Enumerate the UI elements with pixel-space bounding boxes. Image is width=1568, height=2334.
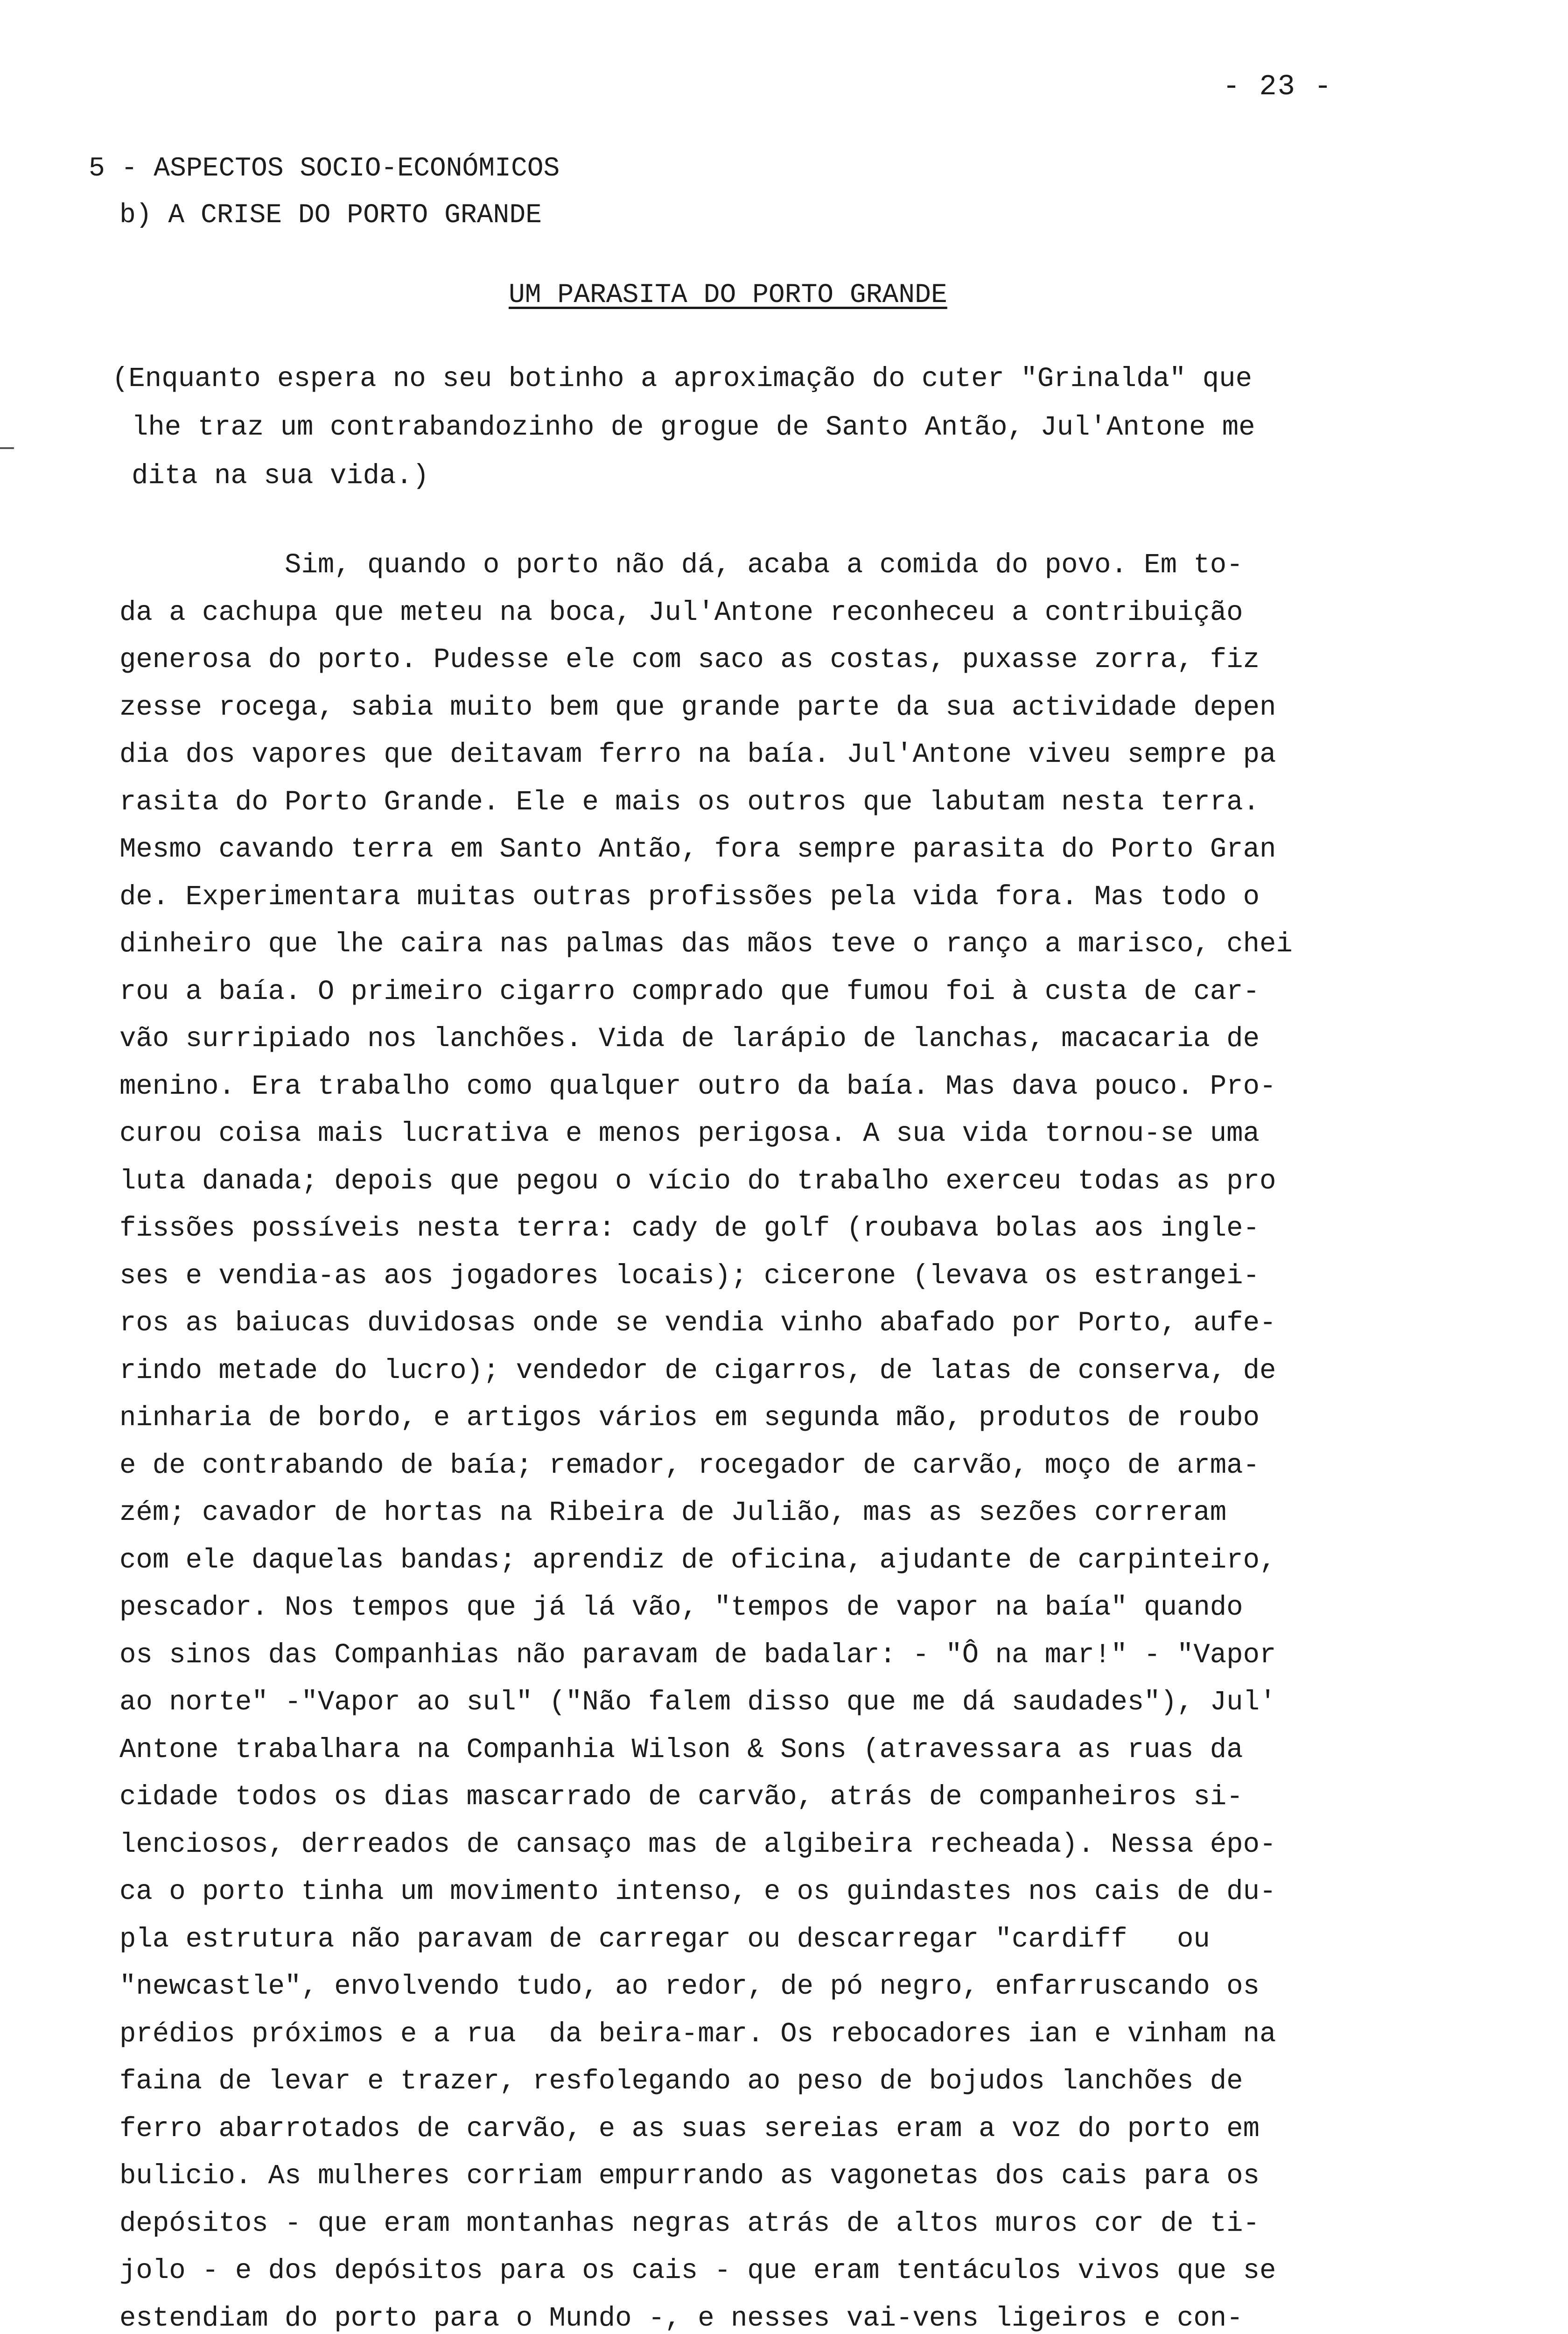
body-line: ses e vendia-as aos jogadores locais); cicerone (levava os estrangei-: [119, 1260, 1260, 1292]
intro-line: (Enquanto espera no seu botinho a aproximação do cuter "Grinalda" que: [112, 363, 1252, 394]
body-line: "newcastle", envolvendo tudo, ao redor, de pó negro, enfarruscando os: [119, 1971, 1260, 2002]
body-line: os sinos das Companhias não paravam de badalar: - "Ô na mar!" - "Vapor: [119, 1639, 1276, 1671]
section-heading: [89, 146, 560, 239]
document-title: UM PARASITA DO PORTO GRANDE: [509, 280, 947, 310]
body-line: com ele daquelas bandas; aprendiz de oficina, ajudante de carpinteiro,: [119, 1544, 1276, 1576]
body-line: ca o porto tinha um movimento intenso, e os guindastes nos cais de du-: [119, 1876, 1276, 1907]
body-line: rou a baía. O primeiro cigarro comprado que fumou foi à custa de car-: [119, 976, 1260, 1007]
margin-mark: [0, 447, 14, 449]
body-line: vão surripiado nos lanchões. Vida de larápio de lanchas, macacaria de: [119, 1023, 1260, 1055]
body-line: ao norte" -"Vapor ao sul" ("Não falem disso que me dá saudades"), Jul': [119, 1687, 1276, 1718]
body-line: da a cachupa que meteu na boca, Jul'Antone reconheceu a contribuição: [119, 597, 1243, 628]
body-line: Sim, quando o porto não dá, acaba a comida do povo. Em to-: [119, 549, 1243, 581]
body-line: jolo - e dos depósitos para os cais - que eram tentáculos vivos que se: [119, 2255, 1276, 2286]
body-line: zém; cavador de hortas na Ribeira de Julião, mas as sezões correram: [119, 1497, 1227, 1528]
body-line: bulicio. As mulheres corriam empurrando as vagonetas dos cais para os: [119, 2160, 1260, 2192]
body-line: faina de levar e trazer, resfolegando ao peso de bojudos lanchões de: [119, 2066, 1243, 2097]
body-line: depósitos - que eram montanhas negras atrás de altos muros cor de ti-: [119, 2207, 1260, 2239]
body-line: pla estrutura não paravam de carregar ou descarregar "cardiff ou: [119, 1923, 1210, 1955]
intro-line: lhe traz um contrabandozinho de grogue de Santo Antão, Jul'Antone me: [132, 412, 1255, 443]
body-line: fissões possíveis nesta terra: cady de golf (roubava bolas aos ingle-: [119, 1213, 1260, 1244]
page-number: - 23 -: [1223, 70, 1333, 103]
body-line: dinheiro que lhe caira nas palmas das mãos teve o ranço a marisco, chei: [119, 928, 1293, 960]
body-line: luta danada; depois que pegou o vício do trabalho exerceu todas as pro: [119, 1165, 1276, 1197]
body-line: curou coisa mais lucrativa e menos perigosa. A sua vida tornou-se uma: [119, 1118, 1260, 1149]
body-line: ros as baiucas duvidosas onde se vendia vinho abafado por Porto, aufe-: [119, 1308, 1276, 1339]
body-line: generosa do porto. Pudesse ele com saco as costas, puxasse zorra, fiz: [119, 644, 1260, 675]
section-title: 5 - ASPECTOS SOCIO-ECONÓMICOS: [89, 154, 560, 184]
body-line: ninharia de bordo, e artigos vários em segunda mão, produtos de roubo: [119, 1402, 1260, 1434]
body-line: cidade todos os dias mascarrado de carvão, atrás de companheiros si-: [119, 1781, 1243, 1813]
intro-line: dita na sua vida.): [132, 460, 429, 492]
section-subtitle: b) A CRISE DO PORTO GRANDE: [119, 200, 542, 231]
body-line: estendiam do porto para o Mundo -, e nesses vai-vens ligeiros e con-: [119, 2302, 1243, 2334]
body-line: ferro abarrotados de carvão, e as suas sereias eram a voz do porto em: [119, 2113, 1260, 2144]
body-line: e de contrabando de baía; remador, rocegador de carvão, moço de arma-: [119, 1449, 1260, 1481]
body-paragraph: [119, 541, 1463, 2334]
body-line: lenciosos, derreados de cansaço mas de algibeira recheada). Nessa épo-: [119, 1828, 1276, 1860]
body-line: dia dos vapores que deitavam ferro na baía. Jul'Antone viveu sempre pa: [119, 739, 1276, 770]
intro-paragraph: [112, 355, 1447, 500]
body-line: rindo metade do lucro); vendedor de cigarros, de latas de conserva, de: [119, 1355, 1276, 1386]
body-line: Mesmo cavando terra em Santo Antão, fora sempre parasita do Porto Gran: [119, 834, 1276, 865]
body-line: prédios próximos e a rua da beira-mar. Os rebocadores ian e vinham na: [119, 2018, 1276, 2050]
body-line: menino. Era trabalho como qualquer outro da baía. Mas dava pouco. Pro-: [119, 1070, 1276, 1102]
body-line: zesse rocega, sabia muito bem que grande parte da sua actividade depen: [119, 691, 1276, 723]
body-line: de. Experimentara muitas outras profissões pela vida fora. Mas todo o: [119, 881, 1260, 913]
body-line: pescador. Nos tempos que já lá vão, "tempos de vapor na baía" quando: [119, 1592, 1243, 1623]
body-line: Antone trabalhara na Companhia Wilson & Sons (atravessara as ruas da: [119, 1734, 1243, 1765]
body-line: rasita do Porto Grande. Ele e mais os outros que labutam nesta terra.: [119, 786, 1260, 818]
